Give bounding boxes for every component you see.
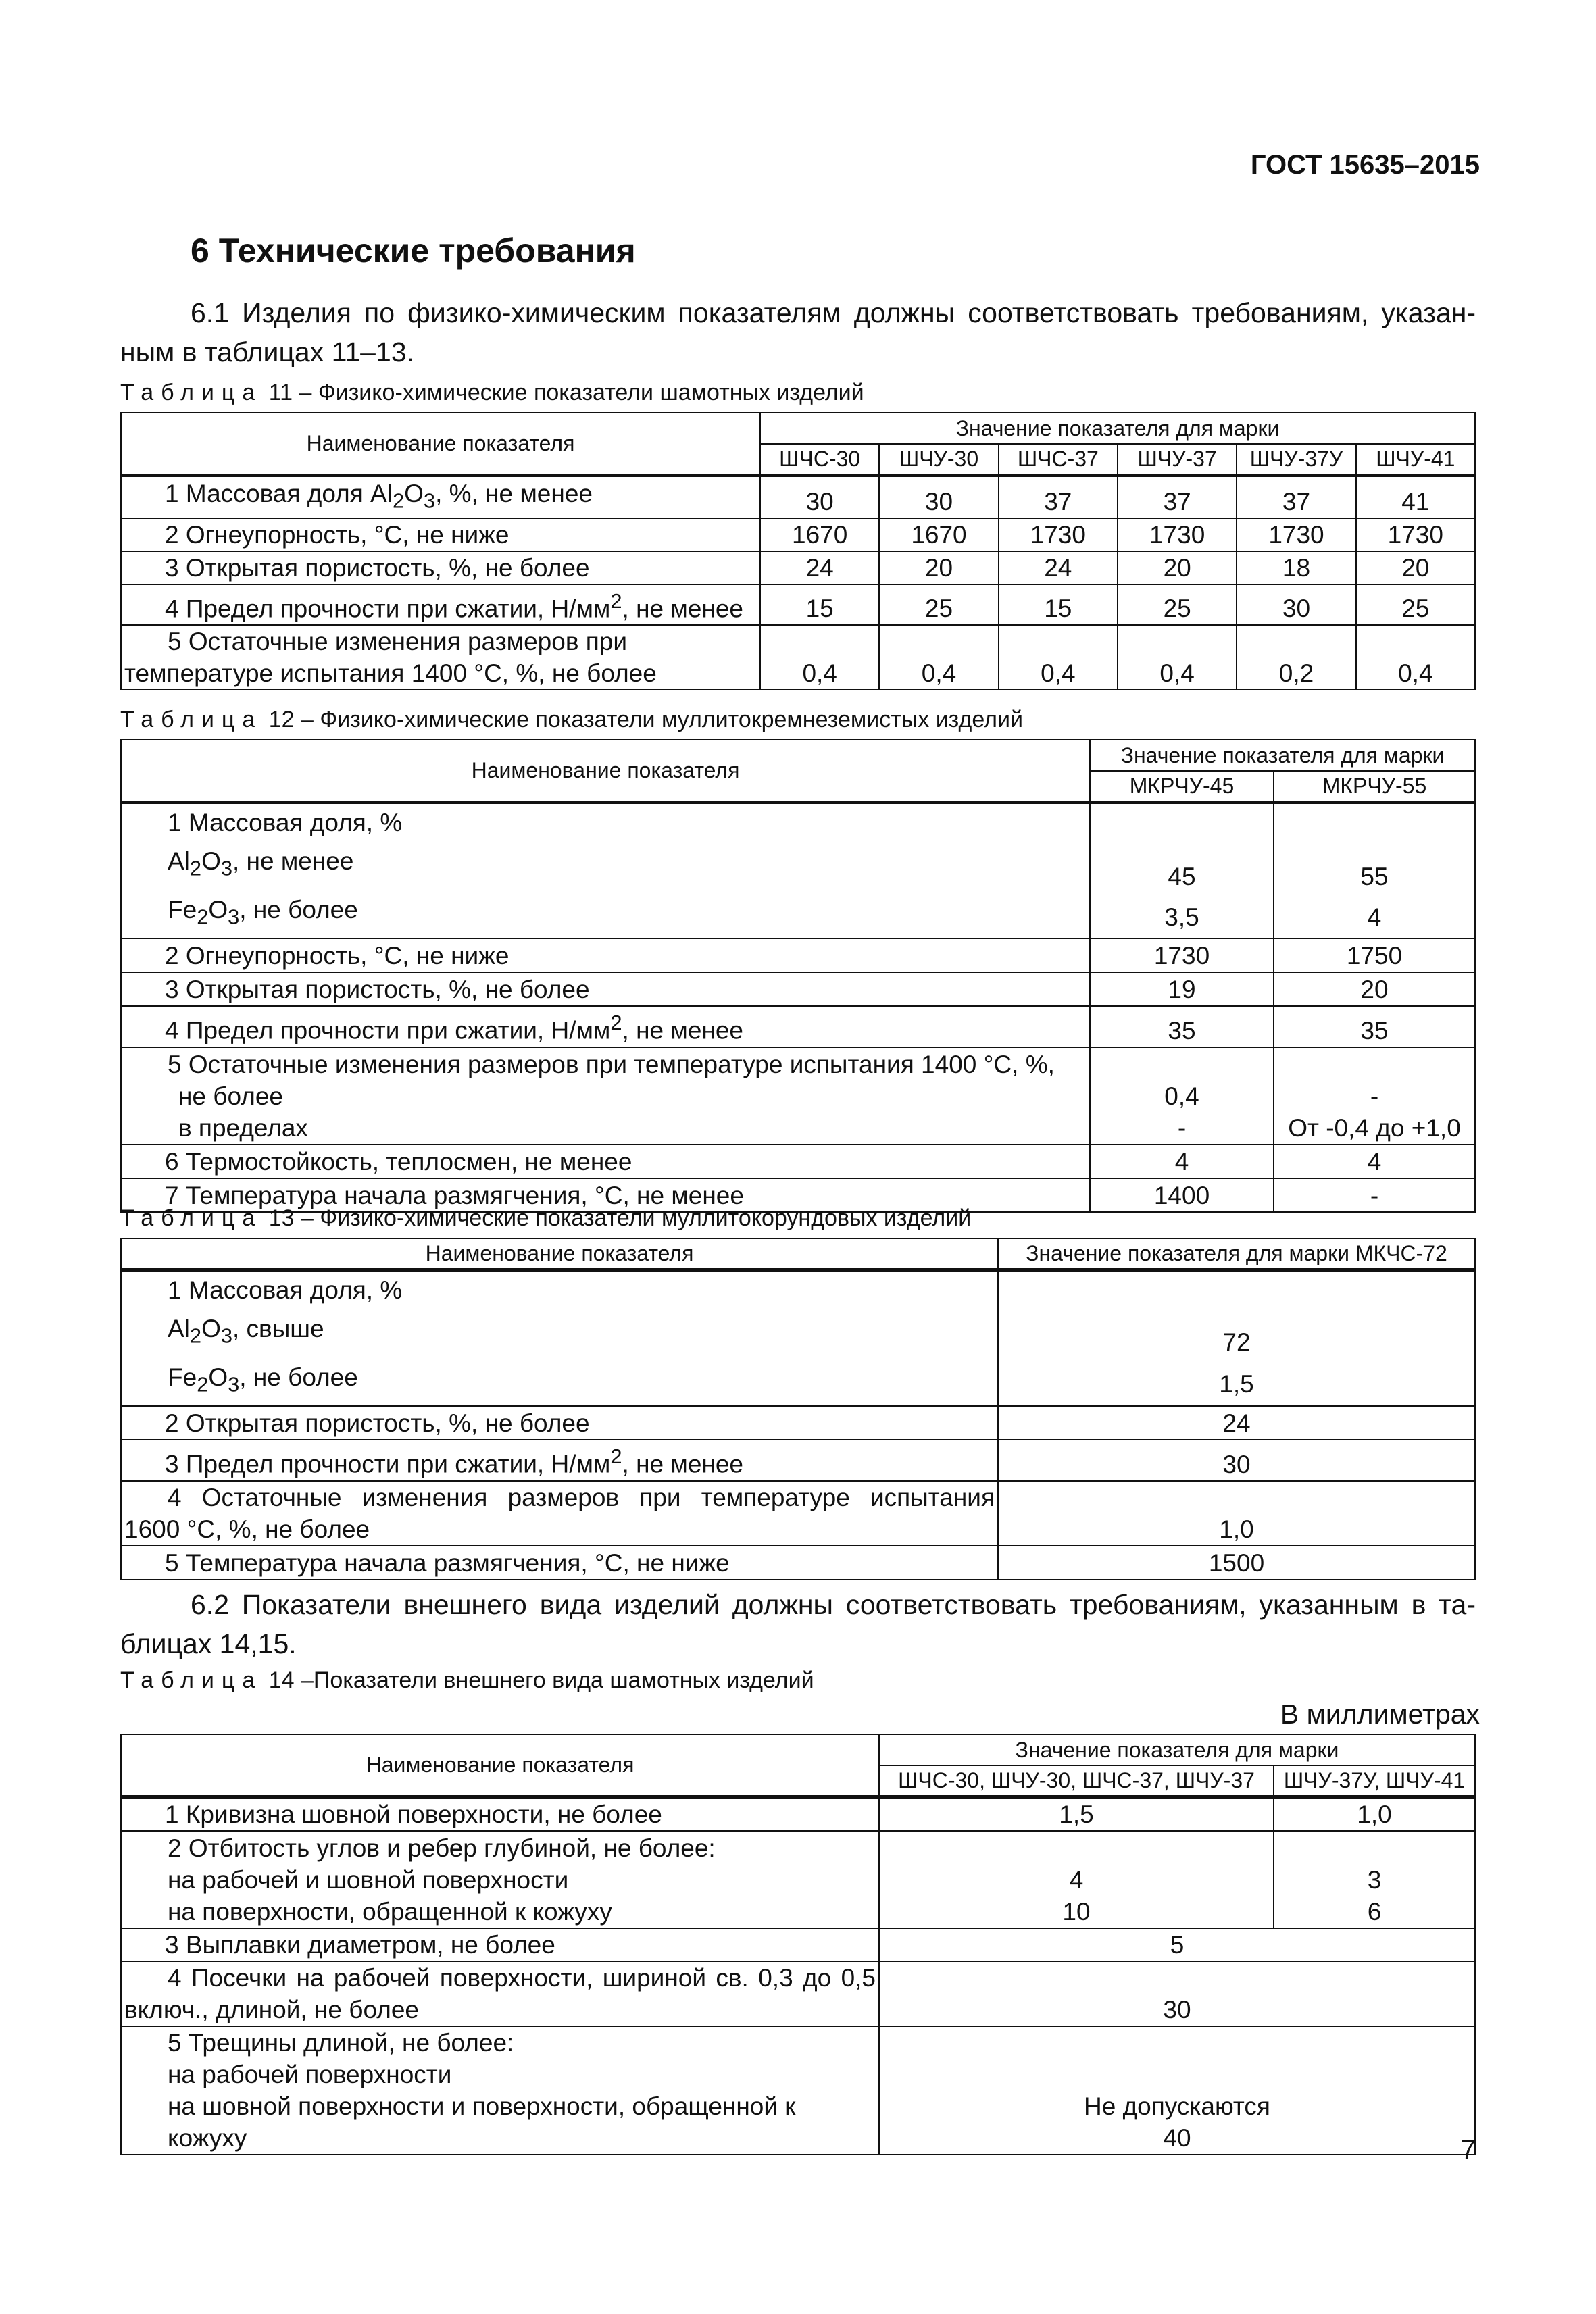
label-part: O xyxy=(404,480,424,508)
paragraph-6-2 xyxy=(120,1585,1476,1663)
row-label xyxy=(121,475,760,518)
subscript: 3 xyxy=(220,1323,232,1347)
caption-label: Таблица xyxy=(120,1205,263,1231)
cell-line: 0,4 xyxy=(1164,1082,1199,1110)
cell xyxy=(1274,802,1475,938)
cell xyxy=(879,2026,1475,2155)
cell: 35 xyxy=(1274,1006,1475,1047)
header-name: Наименование показателя xyxy=(121,413,760,475)
label-line: 1600 °С, %, не более xyxy=(124,1515,370,1543)
cell: 20 xyxy=(1118,551,1237,584)
paragraph-line: 6.1 Изделия по физико-химическим показателям должны соответствовать требованиям, указан- xyxy=(191,297,1476,328)
cell-line: 4 xyxy=(1367,903,1382,932)
table-row xyxy=(121,518,1475,551)
table-row xyxy=(121,584,1475,625)
paragraph-line: блицах 14,15. xyxy=(120,1628,297,1659)
label-part: 4 Предел прочности при сжатии, Н/мм xyxy=(165,1016,611,1045)
cell: 25 xyxy=(1356,584,1475,625)
header-brand: ШЧУ-37У, ШЧУ-41 xyxy=(1274,1765,1475,1796)
cell: 35 xyxy=(1090,1006,1274,1047)
cell: 0,4 xyxy=(879,625,998,690)
caption-text: 14 –Показатели внешнего вида шамотных изделий xyxy=(262,1667,814,1693)
label-line xyxy=(124,1357,995,1405)
subscript: 3 xyxy=(423,488,436,513)
header-value: Значение показателя для марки МКЧС-72 xyxy=(998,1238,1475,1269)
table-13-caption xyxy=(120,1205,971,1232)
cell: 0,4 xyxy=(1356,625,1475,690)
cell-line: 1,5 xyxy=(1219,1370,1254,1399)
cell: 19 xyxy=(1090,972,1274,1006)
cell-line: 40 xyxy=(1163,2123,1191,2152)
cell: 37 xyxy=(999,475,1118,518)
cell: 1500 xyxy=(998,1546,1475,1580)
table-row xyxy=(121,1481,1475,1546)
cell: 30 xyxy=(998,1440,1475,1480)
table-row xyxy=(121,1831,1475,1928)
subscript: 2 xyxy=(197,905,209,929)
label-line: на рабочей и шовной поверхности xyxy=(168,1865,569,1894)
cell: 1730 xyxy=(1356,518,1475,551)
header-brand: ШЧУ-37 xyxy=(1118,444,1237,475)
cell-line: От -0,4 до +1,0 xyxy=(1288,1113,1461,1142)
label-part: , не более xyxy=(239,895,358,924)
cell: 1,5 xyxy=(879,1796,1274,1831)
row-label: 2 Открытая пористость, %, не более xyxy=(121,1406,998,1440)
row-label xyxy=(121,1006,1090,1047)
header-brand-group: Значение показателя для марки xyxy=(1090,740,1475,771)
table-row xyxy=(121,972,1475,1006)
label-part: Al xyxy=(168,847,190,875)
caption-text: 11 – Физико-химические показатели шамотных изделий xyxy=(262,380,864,405)
cell-line: Не допускаются xyxy=(1084,2092,1270,2120)
superscript: 2 xyxy=(610,1011,622,1035)
cell-line: 10 xyxy=(1062,1897,1091,1926)
cell xyxy=(1090,1047,1274,1145)
label-part: O xyxy=(208,1363,228,1391)
table-row xyxy=(121,1047,1475,1145)
table-row xyxy=(121,1145,1475,1178)
row-label xyxy=(121,1481,998,1546)
header-name: Наименование показателя xyxy=(121,1734,879,1796)
cell: 24 xyxy=(998,1406,1475,1440)
section-title: 6 Технические требования xyxy=(191,232,636,270)
label-line: на рабочей поверхности xyxy=(168,2060,452,2088)
row-label xyxy=(121,1047,1090,1145)
header-brand: ШЧС-30, ШЧУ-30, ШЧС-37, ШЧУ-37 xyxy=(879,1765,1274,1796)
cell: 1750 xyxy=(1274,938,1475,972)
label-part: , свыше xyxy=(232,1314,324,1342)
cell xyxy=(1274,1831,1475,1928)
label-part: O xyxy=(201,847,221,875)
row-label: 7 Температура начала размягчения, °С, не менее xyxy=(121,1178,1090,1212)
row-label: 3 Выплавки диаметром, не более xyxy=(121,1928,879,1961)
label-line: 5 Остаточные изменения размеров при температуре испытания 1400 °С, %, xyxy=(168,1050,1055,1078)
table-row xyxy=(121,802,1475,938)
label-line: на поверхности, обращенной к кожуху xyxy=(168,1897,612,1926)
cell: 25 xyxy=(879,584,998,625)
table-row xyxy=(121,1406,1475,1440)
subscript: 3 xyxy=(228,905,240,929)
row-label xyxy=(121,584,760,625)
subscript: 2 xyxy=(392,488,405,513)
cell: 25 xyxy=(1118,584,1237,625)
label-part: 4 Предел прочности при сжатии, Н/мм xyxy=(165,595,611,623)
cell-line: 6 xyxy=(1367,1897,1382,1926)
table-11-caption xyxy=(120,380,864,406)
cell: 1670 xyxy=(879,518,998,551)
paragraph-line: 6.2 Показатели внешнего вида изделий должны соответствовать требованиям, указанным в та- xyxy=(191,1589,1476,1620)
cell: 1730 xyxy=(999,518,1118,551)
row-label xyxy=(121,1269,998,1406)
cell: 0,2 xyxy=(1237,625,1355,690)
cell-line: 4 xyxy=(1069,1865,1084,1894)
label-part: Fe xyxy=(168,1363,197,1391)
page-number: 7 xyxy=(1460,2135,1476,2165)
table-row xyxy=(121,1928,1475,1961)
label-line: 5 Остаточные изменения размеров при xyxy=(168,628,628,656)
table-row xyxy=(121,475,1475,518)
row-label: 6 Термостойкость, теплосмен, не менее xyxy=(121,1145,1090,1178)
label-line: на шовной поверхности и поверхности, обращенной к кожуху xyxy=(168,2092,796,2152)
cell: 1,0 xyxy=(998,1481,1475,1546)
cell xyxy=(1274,1047,1475,1145)
cell-line: - xyxy=(1177,1113,1187,1142)
cell: 1730 xyxy=(1118,518,1237,551)
header-brand-group: Значение показателя для марки xyxy=(879,1734,1475,1765)
table-row xyxy=(121,1961,1475,2026)
label-line: в пределах xyxy=(178,1113,308,1142)
label-line xyxy=(124,889,1087,938)
header-brand: ШЧУ-41 xyxy=(1356,444,1475,475)
row-label: 1 Кривизна шовной поверхности, не более xyxy=(121,1796,879,1831)
label-line: не более xyxy=(178,1082,283,1110)
label-line xyxy=(124,1308,995,1357)
superscript: 2 xyxy=(610,1444,622,1469)
row-label xyxy=(121,2026,879,2155)
label-line: 1 Массовая доля, % xyxy=(168,1276,403,1304)
table-row xyxy=(121,1546,1475,1580)
label-line: 4 Остаточные изменения размеров при температуре испытания xyxy=(168,1483,995,1511)
caption-label: Таблица xyxy=(120,1667,263,1693)
cell xyxy=(879,1831,1274,1928)
label-part: 1 Массовая доля Al xyxy=(165,480,393,508)
label-part: O xyxy=(201,1314,221,1342)
cell: 1400 xyxy=(1090,1178,1274,1212)
table-row xyxy=(121,1796,1475,1831)
table-row xyxy=(121,625,1475,690)
paragraph-6-1 xyxy=(120,293,1476,372)
row-label: 3 Открытая пористость, %, не более xyxy=(121,972,1090,1006)
header-brand: ШЧУ-30 xyxy=(879,444,998,475)
cell: 4 xyxy=(1274,1145,1475,1178)
cell: 24 xyxy=(999,551,1118,584)
cell: 37 xyxy=(1118,475,1237,518)
cell: 4 xyxy=(1090,1145,1274,1178)
cell xyxy=(1090,802,1274,938)
label-line xyxy=(124,840,1087,889)
cell: 1670 xyxy=(760,518,879,551)
row-label: 2 Огнеупорность, °С, не ниже xyxy=(121,518,760,551)
table-row xyxy=(121,1440,1475,1480)
table-row xyxy=(121,2026,1475,2155)
label-line: включ., длиной, не более xyxy=(124,1995,419,2023)
table-row xyxy=(121,1006,1475,1047)
cell: 30 xyxy=(1237,584,1355,625)
header-brand-group: Значение показателя для марки xyxy=(760,413,1475,444)
cell-line: 72 xyxy=(1222,1328,1251,1357)
label-part: Al xyxy=(168,1314,190,1342)
header-brand: МКРЧУ-45 xyxy=(1090,771,1274,802)
label-part: Fe xyxy=(168,895,197,924)
cell-line: - xyxy=(1370,1082,1379,1110)
document-code: ГОСТ 15635–2015 xyxy=(1250,150,1480,180)
cell: 1,0 xyxy=(1274,1796,1475,1831)
row-label: 5 Температура начала размягчения, °С, не ниже xyxy=(121,1546,998,1580)
subscript: 2 xyxy=(197,1372,209,1397)
subscript: 3 xyxy=(220,855,232,880)
label-line: 5 Трещины длиной, не более: xyxy=(168,2028,514,2057)
cell: 5 xyxy=(879,1928,1475,1961)
label-part: , не менее xyxy=(232,847,354,875)
header-name: Наименование показателя xyxy=(121,740,1090,802)
cell-line: 3 xyxy=(1367,1865,1382,1894)
header-brand: ШЧС-37 xyxy=(999,444,1118,475)
caption-label: Таблица xyxy=(120,707,263,732)
label-part: 3 Предел прочности при сжатии, Н/мм xyxy=(165,1450,611,1478)
cell: 1730 xyxy=(1090,938,1274,972)
cell: 20 xyxy=(1356,551,1475,584)
cell: 30 xyxy=(879,1961,1475,2026)
row-label xyxy=(121,802,1090,938)
cell: 15 xyxy=(760,584,879,625)
cell: 24 xyxy=(760,551,879,584)
header-brand: МКРЧУ-55 xyxy=(1274,771,1475,802)
label-line: 4 Посечки на рабочей поверхности, шириной св. 0,3 до 0,5 xyxy=(168,1963,876,1992)
cell: 15 xyxy=(999,584,1118,625)
superscript: 2 xyxy=(610,589,622,613)
table-row xyxy=(121,1269,1475,1406)
row-label xyxy=(121,625,760,690)
cell-line: 45 xyxy=(1168,863,1196,891)
table-11 xyxy=(120,412,1476,690)
row-label xyxy=(121,1961,879,2026)
label-part: , не менее xyxy=(622,1450,743,1478)
row-label: 3 Открытая пористость, %, не более xyxy=(121,551,760,584)
table-row xyxy=(121,551,1475,584)
label-line: 2 Отбитость углов и ребер глубиной, не более: xyxy=(168,1834,716,1862)
label-part: , не более xyxy=(239,1363,358,1391)
cell: 30 xyxy=(879,475,998,518)
cell: 30 xyxy=(760,475,879,518)
caption-label: Таблица xyxy=(120,380,263,405)
label-part: , %, не менее xyxy=(435,480,593,508)
label-line: температуре испытания 1400 °С, %, не более xyxy=(124,659,657,688)
table-12-caption xyxy=(120,707,1023,733)
row-label: 2 Огнеупорность, °С, не ниже xyxy=(121,938,1090,972)
cell: 0,4 xyxy=(760,625,879,690)
caption-text: 13 – Физико-химические показатели муллитокорундовых изделий xyxy=(262,1205,972,1231)
cell xyxy=(998,1269,1475,1406)
header-brand: ШЧС-30 xyxy=(760,444,879,475)
paragraph-line: ным в таблицах 11–13. xyxy=(120,336,414,368)
cell: 41 xyxy=(1356,475,1475,518)
label-part: O xyxy=(208,895,228,924)
label-line: 1 Массовая доля, % xyxy=(168,808,403,836)
label-part: , не менее xyxy=(622,595,743,623)
row-label xyxy=(121,1831,879,1928)
caption-text: 12 – Физико-химические показатели муллитокремнеземистых изделий xyxy=(262,707,1023,732)
table-14-caption xyxy=(120,1667,814,1694)
table-12 xyxy=(120,739,1476,1213)
unit-label: В миллиметрах xyxy=(1280,1699,1480,1730)
cell: 20 xyxy=(879,551,998,584)
subscript: 3 xyxy=(228,1372,240,1397)
cell: 1730 xyxy=(1237,518,1355,551)
cell: 37 xyxy=(1237,475,1355,518)
cell-line: 3,5 xyxy=(1164,903,1199,932)
cell: 0,4 xyxy=(1118,625,1237,690)
header-name: Наименование показателя xyxy=(121,1238,998,1269)
cell-line: 55 xyxy=(1360,863,1389,891)
label-part: , не менее xyxy=(622,1016,743,1045)
table-row xyxy=(121,938,1475,972)
cell: - xyxy=(1274,1178,1475,1212)
cell: 18 xyxy=(1237,551,1355,584)
row-label xyxy=(121,1440,998,1480)
cell: 20 xyxy=(1274,972,1475,1006)
subscript: 2 xyxy=(189,855,202,880)
header-brand: ШЧУ-37У xyxy=(1237,444,1355,475)
cell: 0,4 xyxy=(999,625,1118,690)
subscript: 2 xyxy=(189,1323,202,1347)
table-13 xyxy=(120,1238,1476,1580)
table-14 xyxy=(120,1734,1476,2155)
